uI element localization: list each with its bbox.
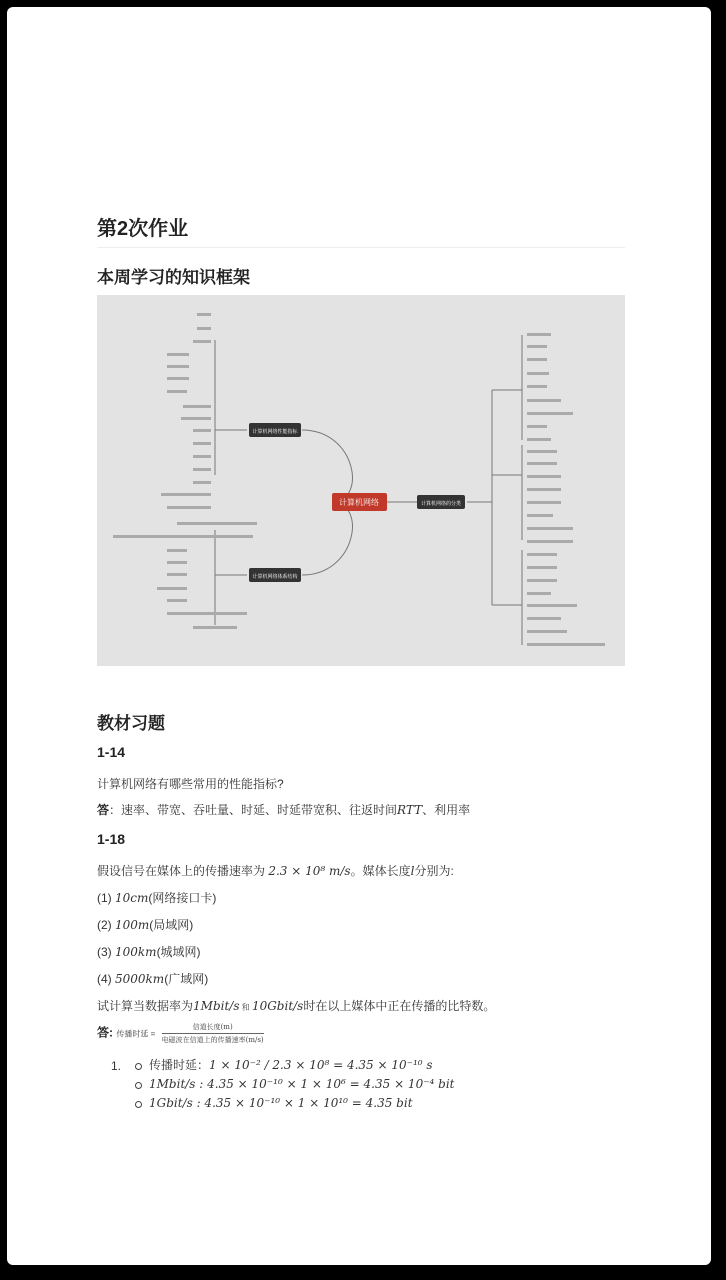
formula-fraction bbox=[162, 1022, 264, 1045]
q2-item-4: (4) 5000km(广域网) bbox=[97, 972, 209, 986]
mindmap-image bbox=[97, 295, 625, 666]
mindmap-leaves bbox=[113, 313, 605, 646]
exercises-heading: 教材习题 bbox=[97, 714, 165, 733]
q1-answer bbox=[97, 801, 470, 818]
q2-intro bbox=[97, 862, 454, 879]
mindmap-branch-architecture-label: 计算机网络体系结构 bbox=[252, 574, 298, 580]
formula-denominator: 电磁波在信道上的传播速率(m/s) bbox=[161, 1036, 264, 1044]
q1-answer-label: 答 bbox=[97, 803, 110, 817]
q2-intro-end: 分别为: bbox=[414, 864, 454, 878]
answer-list-number: 1. bbox=[111, 1059, 122, 1073]
q2-intro-post: 。媒体长度 bbox=[350, 864, 411, 878]
q1-answer-math: RTT bbox=[397, 803, 423, 817]
answer-bullet-3: 1Gbit/s : 4.35 × 10⁻¹⁰ × 1 × 10¹⁰ = 4.35 bit bbox=[133, 1094, 455, 1113]
answer-bullets bbox=[133, 1056, 455, 1113]
q2-item-2: (2) 100m(局域网) bbox=[97, 918, 194, 932]
mindmap-branch-performance-label: 计算机网络性能指标 bbox=[252, 429, 298, 435]
q2-id: 1-18 bbox=[97, 831, 126, 847]
q1-answer-text: ：速率、带宽、吞吐量、时延、时延带宽积、往返时间 bbox=[109, 803, 398, 817]
formula-numerator: 信道长度(m) bbox=[162, 1022, 264, 1034]
q1-id: 1-14 bbox=[97, 744, 126, 760]
answer-bullet-2: 1Mbit/s : 4.35 × 10⁻¹⁰ × 1 × 10⁶ = 4.35 × 10⁻⁴ bit bbox=[133, 1075, 455, 1094]
q2-item-3: (3) 100km(城域网) bbox=[97, 945, 201, 959]
q2-task: 试计算当数据率为1Mbit/s 和 10Gbit/s时在以上媒体中正在传播的比特数。 bbox=[97, 999, 496, 1013]
title-divider bbox=[97, 247, 625, 248]
mindmap-center-label: 计算机网络 bbox=[339, 498, 379, 507]
formula-lhs: 传播时延 = bbox=[116, 1029, 156, 1039]
q2-item-1: (1) 10cm(网络接口卡) bbox=[97, 891, 217, 905]
q2-answer-label: 答 bbox=[97, 1025, 110, 1040]
document-page bbox=[7, 7, 711, 1265]
q1-question: 计算机网络有哪些常用的性能指标? bbox=[97, 777, 284, 791]
framework-heading: 本周学习的知识框架 bbox=[97, 268, 250, 287]
q1-answer-tail: 、利用率 bbox=[422, 803, 471, 817]
mindmap-svg bbox=[97, 295, 625, 666]
page-title: 第2次作业 bbox=[97, 218, 189, 240]
q2-intro-math: 2.3 × 10⁸ m/s bbox=[268, 864, 351, 878]
q2-intro-pre: 假设信号在媒体上的传播速率为 bbox=[97, 864, 269, 878]
mindmap-branch-classification-label: 计算机网络的分类 bbox=[420, 501, 462, 507]
q2-intro-l: l bbox=[410, 864, 415, 878]
q2-answer-formula: 答: 传播时延 = $\frac{\text{信道长度(m)}}{\text{电磁波在信道上的传播速率(m/s)}}$ bbox=[97, 1023, 264, 1044]
answer-bullet-1: 传播时延：1 × 10⁻² / 2.3 × 10⁸ = 4.35 × 10⁻¹⁰ s bbox=[133, 1056, 455, 1075]
